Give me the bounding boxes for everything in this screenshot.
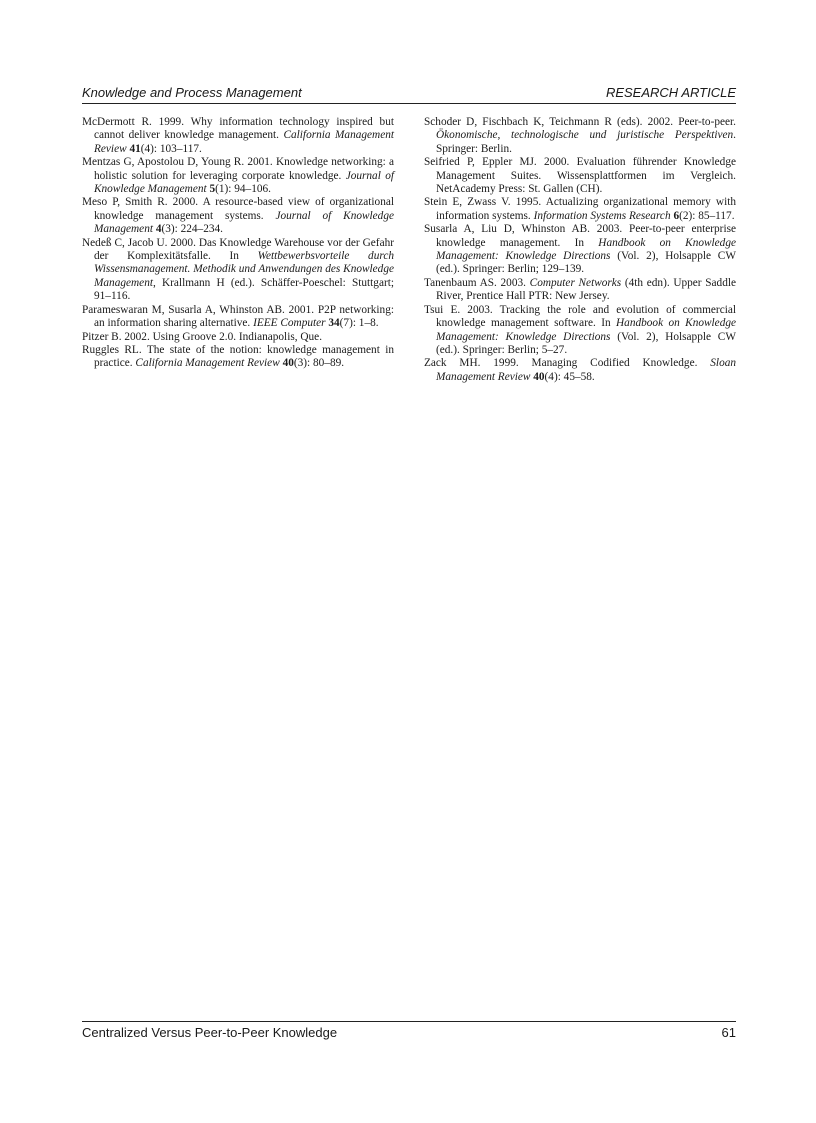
reference-item: Meso P, Smith R. 2000. A resource-based view of organizational knowledge management systems. Journal of Knowledge Management 4(3): 224–234. (82, 196, 394, 236)
page-footer (82, 1021, 736, 1040)
reference-item: McDermott R. 1999. Why information technology inspired but cannot deliver knowledge management. California Management Review 41(4): 103–117. (82, 116, 394, 155)
reference-item: Susarla A, Liu D, Whinston AB. 2003. Peer-to-peer enterprise knowledge management. In Handbook on Knowledge Management: Knowledge Directions (Vol. 2), Holsapple CW (ed.). Springer: Berlin; 129–139. (424, 223, 737, 276)
article-type: RESEARCH ARTICLE (605, 85, 736, 100)
reference-item: Tanenbaum AS. 2003. Computer Networks (4th edn). Upper Saddle River, Prentice Hall PTR: New Jersey. (424, 276, 736, 303)
references-left-column (82, 116, 394, 384)
journal-title: Knowledge and Process Management (82, 85, 302, 100)
running-footer-title: Centralized Versus Peer-to-Peer Knowledge (82, 1025, 338, 1040)
reference-item: Tsui E. 2003. Tracking the role and evolution of commercial knowledge management software. In Handbook on Knowledge Management: Knowledge Directions (Vol. 2), Holsapple CW (ed.). Springer: Berlin; 5–27. (424, 303, 737, 356)
reference-item: Parameswaran M, Susarla A, Whinston AB. 2001. P2P networking: an information sharing alternative. IEEE Computer 34(7): 1–8. (82, 303, 394, 330)
reference-item: Stein E, Zwass V. 1995. Actualizing organizational memory with information systems. Information Systems Research 6(2): 85–117. (424, 196, 736, 222)
reference-item: Nedeß C, Jacob U. 2000. Das Knowledge Warehouse vor der Gefahr der Komplexitätsfalle. In Wettbewerbsvorteile durch Wissensmanagement. Methodik und Anwendungen des Knowledge Management, Krallmann H (ed.). Schäffer-Poeschel: Stuttgart; 91–116. (82, 236, 394, 303)
reference-item: Schoder D, Fischbach K, Teichmann R (eds). 2002. Peer-to-peer. Ökonomische, technologische und juristische Perspektiven. Springer: Berlin. (424, 116, 736, 155)
reference-item: Pitzer B. 2002. Using Groove 2.0. Indianapolis, Que. (82, 330, 323, 343)
page-number: 61 (721, 1025, 736, 1040)
references-body (82, 116, 736, 384)
reference-item: Ruggles RL. The state of the notion: knowledge management in practice. California Management Review 40(3): 80–89. (82, 343, 394, 370)
reference-item: Mentzas G, Apostolou D, Young R. 2001. Knowledge networking: a holistic solution for leveraging corporate knowledge. Journal of Knowledge Management 5(1): 94–106. (82, 156, 394, 196)
reference-item: Seifried P, Eppler MJ. 2000. Evaluation führender Knowledge Management Suites. Wissensplattformen im Vergleich. NetAcademy Press: St. Gallen (CH). (424, 156, 736, 196)
references-right-column (424, 116, 736, 384)
reference-item: Zack MH. 1999. Managing Codified Knowledge. Sloan Management Review 40(4): 45–58. (424, 357, 737, 383)
running-head (82, 85, 736, 104)
